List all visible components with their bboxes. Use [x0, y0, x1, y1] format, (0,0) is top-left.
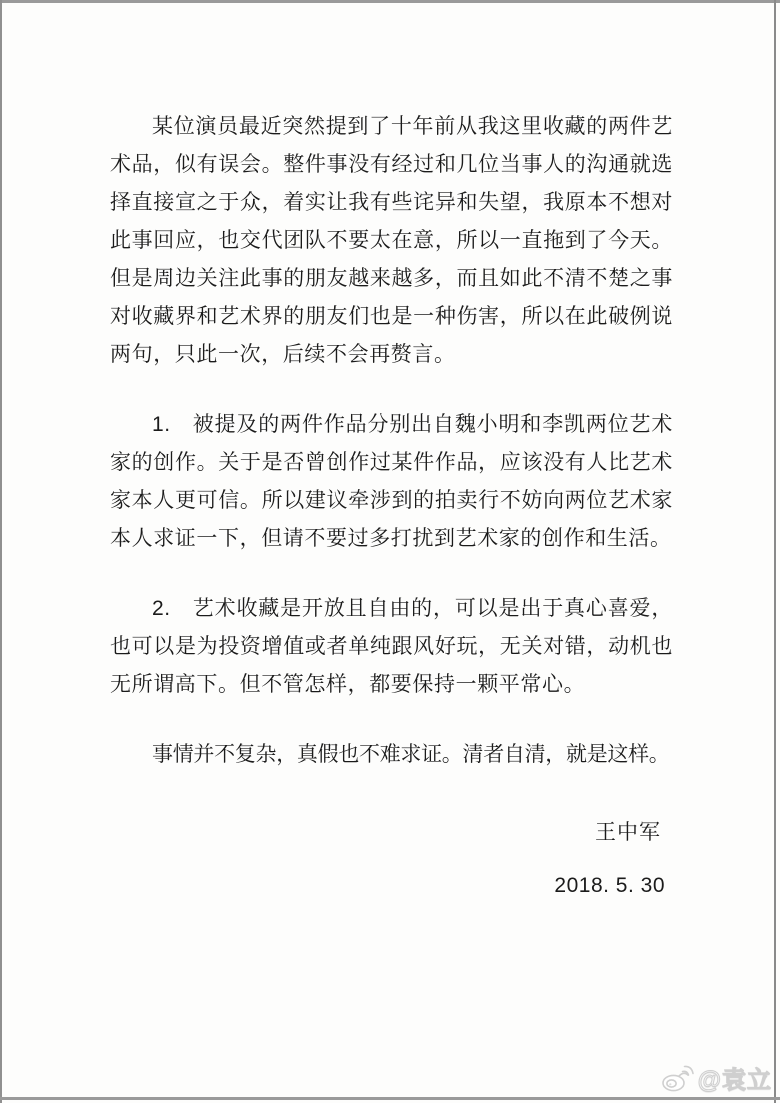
page-edge-bottom: [0, 1097, 780, 1100]
paragraph-text: 事情并不复杂，真假也不难求证。清者自清，就是这样。: [152, 743, 670, 766]
paragraph-opening: [110, 108, 673, 374]
paragraph-point-2: [110, 590, 673, 704]
watermark-handle: @袁立: [697, 1067, 772, 1094]
item-number-1: 1.: [152, 413, 193, 436]
paragraph-text: 被提及的两件作品分别出自魏小明和李凯两位艺术家的创作。关于是否曾创作过某件作品，应该没有人比艺术家本人更可信。所以建议牵涉到的拍卖行不妨向两位艺术家本人求证一下，但请不要过多打扰到艺术家的创作和生活。: [110, 413, 673, 550]
page-edge-left: [0, 0, 2, 1103]
paragraph-point-1: [110, 406, 673, 558]
signature-block: [110, 814, 673, 905]
item-number-2: 2.: [152, 597, 193, 620]
weibo-watermark: [661, 1060, 772, 1095]
weibo-logo-icon: [661, 1063, 695, 1093]
paragraph-text: 艺术收藏是开放且自由的，可以是出于真心喜爱，也可以是为投资增值或者单纯跟风好玩，无关对错，动机也无所谓高下。但不管怎样，都要保持一颗平常心。: [110, 597, 673, 696]
signature-date: 2018. 5. 30: [554, 874, 665, 897]
page-edge-right: [774, 0, 776, 1103]
paragraph-closing: [110, 736, 673, 774]
paragraph-text: 某位演员最近突然提到了十年前从我这里收藏的两件艺术品，似有误会。整件事没有经过和几位当事人的沟通就选择直接宣之于众，着实让我有些诧异和失望，我原本不想对此事回应，也交代团队不要太在意，所以一直拖到了今天。但是周边关注此事的朋友越来越多，而且如此不清不楚之事对收藏界和艺术界的朋友们也是一种伤害，所以在此破例说两句，只此一次，后续不会再赘言。: [110, 115, 673, 366]
signature-name: 王中军: [595, 821, 661, 844]
document-body: [110, 108, 673, 905]
page-edge-top: [0, 0, 780, 3]
